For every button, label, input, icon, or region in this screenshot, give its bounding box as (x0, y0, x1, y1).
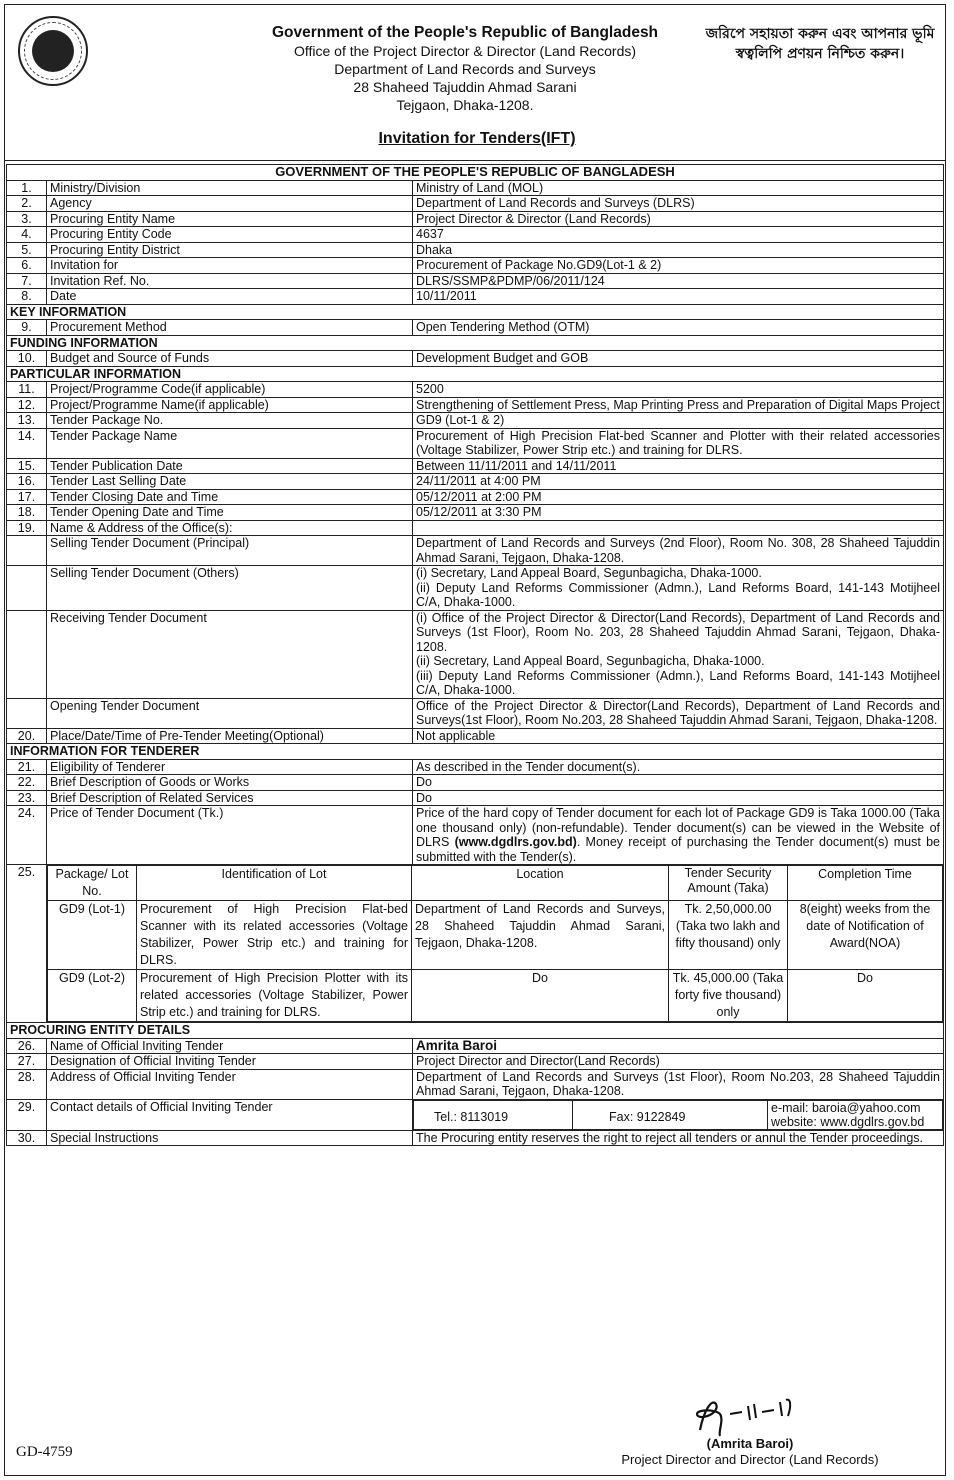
table-row: Receiving Tender Document (i) Office of the Project Director & Director(Land Records), Department of Land Records and Surveys (1st Floor), Room No. 203, 28 Shaheed Tajuddin Ahmad Sarani, Tejgaon, Dhaka-1208. (ii) Secretary, Land Appeal Board, Segunbagicha, Dhaka-1000. (iii) Deputy Land Reforms Commissioner (Admn.), Land Reforms Board, 141-143 Motijheel C/A, Dhaka-1000. (7, 610, 944, 698)
website[interactable]: website: www.dgdlrs.gov.bd (771, 1114, 925, 1129)
email[interactable]: e-mail: baroia@yahoo.com (771, 1100, 921, 1115)
section-information-for-tenderer: INFORMATION FOR TENDERER (7, 744, 944, 760)
table-row: 28. Address of Official Inviting Tender Department of Land Records and Surveys (1st Floor), Room No.203, 28 Shaheed Tajuddin Ahmad Sarani, Tejgaon, Dhaka-1208. (7, 1069, 944, 1099)
table-row: 12. Project/Programme Name(if applicable) Strengthening of Settlement Press, Map Printing Press and Preparation of Digital Maps Project (7, 397, 944, 413)
bangla-slogan (700, 24, 940, 64)
address-line: (ii) Secretary, Land Appeal Board, Segunbagicha, Dhaka-1000. (416, 654, 765, 668)
table-row: 5. Procuring Entity District Dhaka (7, 242, 944, 258)
table-row: 30. Special Instructions The Procuring entity reserves the right to reject all tenders or annul the Tender proceedings. (7, 1130, 944, 1146)
table-row: 13. Tender Package No. GD9 (Lot-1 & 2) (7, 413, 944, 429)
header-office: Office of the Project Director & Director (Land Records) (293, 43, 637, 59)
table-row: 1. Ministry/Division Ministry of Land (MOL) (7, 180, 944, 196)
table-row: 11. Project/Programme Code(if applicable) 5200 (7, 382, 944, 398)
lot-row: GD9 (Lot-1) Procurement of High Precision Flat-bed Scanner with its related accessories (Voltage Stabilizer, Power Strip etc.) and training for DLRS. Department of Land Records and Surveys, 28 Shaheed Tajuddin Ahmad Sarani, Tejgaon, Dhaka-1208. Tk. 2,50,000.00 (Taka two lakh and fifty thousand) only 8(eight) weeks from the date of Notification of Award(NOA) (48, 901, 943, 970)
table-row-25: 25. Package/ Lot No. Identification of Lot Location Tender Security Amount (Taka) Completion Time GD9 (Lot-1) Procurement of High Precision Flat-bed Scanner with its related accessories (Voltage Stabilizer, Power Strip etc.) and training for DLRS. Department of Land Records and Surveys, 28 Shaheed Tajuddin Ahmad Sarani, Tejgaon, Dhaka-1208. Tk. 2,50,000.00 (Taka two lakh and fifty thousand) only 8(eight) weeks from the date of Notification of Award(NOA) GD9 (Lot-2) Procurement of High Precision Plotter with its related accessories (Voltage Stabilizer, Power Strip etc.) and training for DLRS. Do Tk. 45,000.00 (Taka forty five thousand) only Do (7, 865, 944, 1023)
table-row: Selling Tender Document (Others) (i) Secretary, Land Appeal Board, Segunbagicha, Dhaka-1000. (ii) Deputy Land Reforms Commissioner (Admn.), Land Reforms Board, 141-143 Motijheel C/A, Dhaka-1000. (7, 566, 944, 611)
lot-table (47, 865, 943, 1022)
header-city: Tejgaon, Dhaka-1208. (396, 97, 534, 113)
table-row: 22. Brief Description of Goods or Works Do (7, 775, 944, 791)
table-row: 2. Agency Department of Land Records and Surveys (DLRS) (7, 196, 944, 212)
table-row: 26. Name of Official Inviting Tender Amrita Baroi (7, 1038, 944, 1054)
address-line: (iii) Deputy Land Reforms Commissioner (Admn.), Land Reforms Board, 141-143 Motijheel C/A, Dhaka-1000. (416, 668, 940, 697)
divider (4, 160, 946, 161)
government-seal-icon (18, 16, 88, 86)
signatory-title: Project Director and Director (Land Records) (621, 1452, 879, 1467)
table-row: 17. Tender Closing Date and Time 05/12/2011 at 2:00 PM (7, 489, 944, 505)
website-link[interactable]: (www.dgdlrs.gov.bd) (454, 835, 577, 849)
bangla-slogan-line2: স্বত্বলিপি প্রণয়ন নিশ্চিত করুন। (735, 46, 905, 62)
table-row: 16. Tender Last Selling Date 24/11/2011 at 4:00 PM (7, 474, 944, 490)
table-row: 20. Place/Date/Time of Pre-Tender Meeting(Optional) Not applicable (7, 728, 944, 744)
page-title: Invitation for Tenders(IFT) (378, 130, 576, 147)
address-line: (i) Secretary, Land Appeal Board, Segunbagicha, Dhaka-1000. (416, 566, 762, 580)
header-department: Department of Land Records and Surveys (334, 61, 596, 77)
signatory-name: (Amrita Baroi) (706, 1436, 794, 1451)
section-procuring-entity-details: PROCURING ENTITY DETAILS (7, 1023, 944, 1039)
table-row: 9. Procurement Method Open Tendering Method (OTM) (7, 320, 944, 336)
table-row: 15. Tender Publication Date Between 11/11/2011 and 14/11/2011 (7, 458, 944, 474)
header-street: 28 Shaheed Tajuddin Ahmad Sarani (353, 79, 577, 95)
letterhead (240, 24, 690, 114)
section-key-information: KEY INFORMATION (7, 304, 944, 320)
table-title: GOVERNMENT OF THE PEOPLE'S REPUBLIC OF BANGLADESH (7, 165, 944, 181)
handwritten-signature (690, 1390, 820, 1438)
section-funding-information: FUNDING INFORMATION (7, 335, 944, 351)
table-row: 23. Brief Description of Related Services Do (7, 790, 944, 806)
telephone: Tel.: 8113019 (414, 1100, 573, 1129)
header-government: Government of the People's Republic of Bangladesh (271, 24, 659, 41)
table-row: 18. Tender Opening Date and Time 05/12/2011 at 3:30 PM (7, 505, 944, 521)
tender-table (6, 164, 944, 1146)
lot-table-header: Package/ Lot No. Identification of Lot Location Tender Security Amount (Taka) Completion Time (48, 866, 943, 901)
section-particular-information: PARTICULAR INFORMATION (7, 366, 944, 382)
table-row: 29. Contact details of Official Inviting Tender Tel.: 8113019 Fax: 9122849 e-mail: baroia@yahoo.com website: www.dgdlrs.gov.bd (7, 1099, 944, 1130)
table-row: Selling Tender Document (Principal) Department of Land Records and Surveys (2nd Floor), Room No. 308, 28 Shaheed Tajuddin Ahmad Sarani, Tejgaon, Dhaka-1208. (7, 536, 944, 566)
table-row: 21. Eligibility of Tenderer As described in the Tender document(s). (7, 759, 944, 775)
gd-number: GD-4759 (16, 1444, 73, 1460)
official-name: Amrita Baroi (413, 1038, 944, 1054)
fax: Fax: 9122849 (573, 1100, 768, 1129)
table-row: 4. Procuring Entity Code 4637 (7, 227, 944, 243)
table-row-19: 19. Name & Address of the Office(s): (7, 520, 944, 536)
table-row-24: 24. Price of Tender Document (Tk.) Price of the hard copy of Tender document for each lot of Package GD9 is Taka 1000.00 (Taka one thousand only) (non-refundable). Tender document(s) can be viewed in the Website of DLRS (www.dgdlrs.gov.bd). Money receipt of purchasing the Tender document(s) must be submitted with the Tender(s). (7, 806, 944, 865)
address-line: (i) Office of the Project Director & Director(Land Records), Department of Land Records and Surveys (1st Floor), Room No. 203, 28 Shaheed Tajuddin Ahmad Sarani, Tejgaon, Dhaka-1208. (416, 610, 940, 654)
table-row: 7. Invitation Ref. No. DLRS/SSMP&PDMP/06/2011/124 (7, 273, 944, 289)
table-row: Opening Tender Document Office of the Project Director & Director(Land Records), Department of Land Records and Surveys(1st Floor), Room No.203, 28 Shaheed Tajuddin Ahmad Sarani, Tejgaon, Dhaka-1208. (7, 698, 944, 728)
address-line: (ii) Deputy Land Reforms Commissioner (Admn.), Land Reforms Board, 141-143 Motijheel C/A, Dhaka-1000. (416, 580, 940, 609)
table-row: 14. Tender Package Name Procurement of High Precision Flat-bed Scanner and Plotter with their related accessories (Voltage Stabilizer, Power Strip etc.) and training for DLRS. (7, 428, 944, 458)
table-row: 8. Date 10/11/2011 (7, 289, 944, 305)
table-row: 6. Invitation for Procurement of Package No.GD9(Lot-1 & 2) (7, 258, 944, 274)
table-row: 3. Procuring Entity Name Project Director & Director (Land Records) (7, 211, 944, 227)
contact-details (413, 1100, 943, 1130)
table-row: 10. Budget and Source of Funds Development Budget and GOB (7, 351, 944, 367)
bangla-slogan-line1: জরিপে সহায়তা করুন এবং আপনার ভূমি (705, 26, 935, 42)
signature-block (560, 1436, 940, 1468)
table-row: 27. Designation of Official Inviting Tender Project Director and Director(Land Records) (7, 1054, 944, 1070)
lot-row: GD9 (Lot-2) Procurement of High Precision Plotter with its related accessories (Voltage Stabilizer, Power Strip etc.) and training for DLRS. Do Tk. 45,000.00 (Taka forty five thousand) only Do (48, 970, 943, 1022)
